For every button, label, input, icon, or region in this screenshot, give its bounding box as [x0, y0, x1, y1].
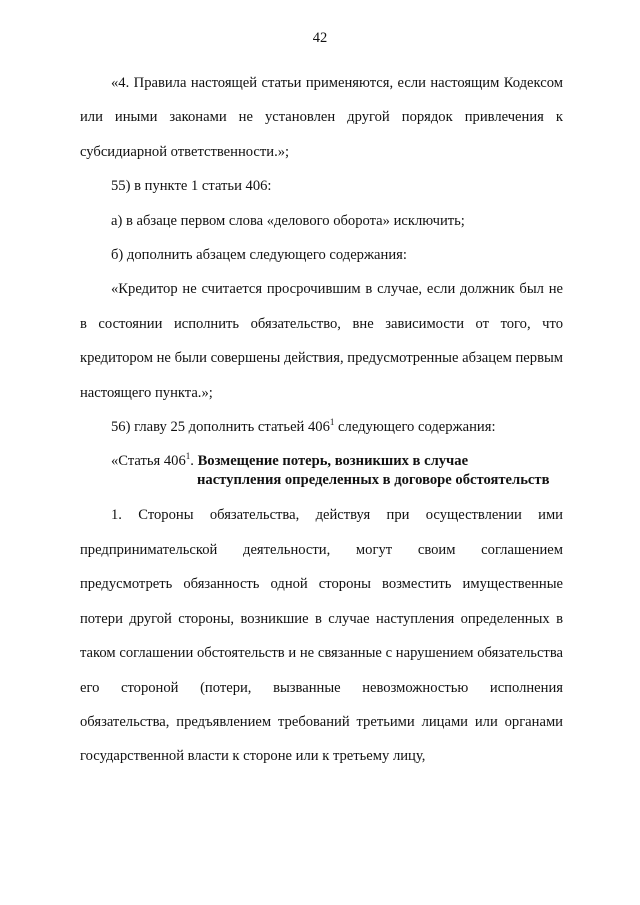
paragraph-item-56: [80, 410, 563, 444]
article-heading: [80, 444, 563, 498]
article-title-line2: наступления определенных в договоре обстоятельств: [197, 472, 550, 489]
paragraph-subitem-a: а) в абзаце первом слова «делового оборота» исключить;: [111, 212, 465, 229]
paragraph-creditor-clause: «Кредитор не считается просрочившим в случае, если должник был не в состоянии исполнить обязательство, вне зависимости от того, что кредитором не были совершены действия, предусмотренные абзацем первым настоящего пункта.»;: [80, 281, 563, 401]
page-number: 42: [312, 30, 328, 46]
paragraph-rule-4: «4. Правила настоящей статьи применяются, если настоящим Кодексом или иными законами не установлен другой порядок привлечения к субсидиарной ответственности.»;: [80, 75, 563, 160]
paragraph-item-55: 55) в пункте 1 статьи 406:: [111, 178, 272, 195]
article-number: «Статья 406: [111, 453, 186, 470]
article-number-dot: .: [190, 453, 198, 470]
article-title-line1: Возмещение потерь, возникших в случае: [197, 453, 469, 470]
paragraph-subitem-b: б) дополнить абзацем следующего содержания:: [111, 247, 407, 264]
item56-text-end: следующего содержания:: [334, 419, 496, 436]
item56-text: 56) главу 25 дополнить статьей 406: [111, 419, 330, 436]
item56-superscript: 1: [329, 417, 335, 428]
document-body: [80, 66, 563, 774]
article-paragraph-1: 1. Стороны обязательства, действуя при осуществлении ими предпринимательской деятельности, могут своим соглашением предусмотреть обязанность одной стороны возместить имущественные потери другой стороны, возникшие в случае наступления определенных в таком соглашении обстоятельств и не связанные с нарушением обязательства его стороной (потери, вызванные невозможностью исполнения обязательства, предъявлением требований третьими лицами или органами государственной власти к стороне или к третьему лицу,: [80, 507, 563, 765]
article-superscript: 1: [185, 451, 191, 462]
